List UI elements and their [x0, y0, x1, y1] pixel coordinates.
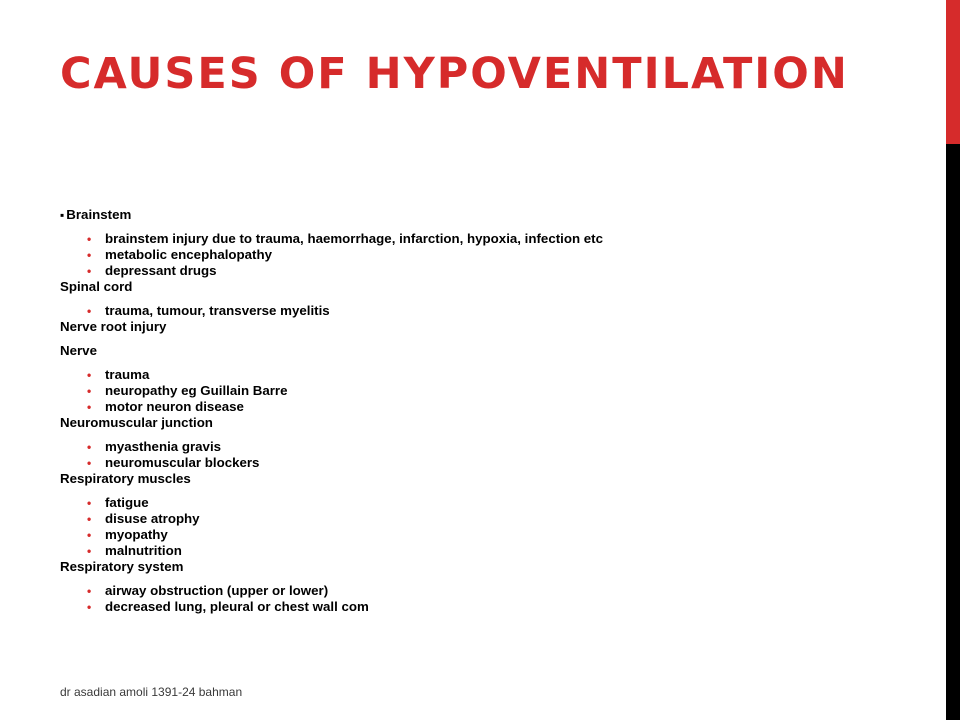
list-item: • metabolic encephalopathy	[60, 247, 920, 263]
bullet-list	[60, 231, 920, 279]
section-heading: Spinal cord	[60, 279, 133, 294]
bullet-list	[60, 303, 920, 319]
list-item: • myasthenia gravis	[60, 439, 920, 455]
section-respiratory-muscles	[60, 471, 920, 559]
section-heading: Nerve	[60, 343, 97, 358]
list-item: • trauma	[60, 367, 920, 383]
list-item: • neuropathy eg Guillain Barre	[60, 383, 920, 399]
bullet-list	[60, 367, 920, 415]
list-item: • airway obstruction (upper or lower)	[60, 583, 920, 599]
sidebar-accent-red	[946, 0, 960, 144]
bullet-list	[60, 439, 920, 471]
section-heading: ▪ Brainstem	[60, 207, 920, 223]
list-item: • myopathy	[60, 527, 920, 543]
list-item: • trauma, tumour, transverse myelitis	[60, 303, 920, 319]
section-heading: Neuromuscular junction	[60, 415, 213, 430]
slide-title: CAUSES OF HYPOVENTILATION	[60, 49, 849, 99]
sidebar-accent-black	[946, 144, 960, 720]
slide-content	[60, 207, 920, 615]
list-item: • neuromuscular blockers	[60, 455, 920, 471]
section-nerve-root-injury	[60, 319, 920, 335]
section-neuromuscular-junction	[60, 415, 920, 471]
list-item: • motor neuron disease	[60, 399, 920, 415]
bullet-list	[60, 583, 920, 615]
list-item: • depressant drugs	[60, 263, 920, 279]
section-heading: Respiratory system	[60, 559, 184, 574]
list-item: • fatigue	[60, 495, 920, 511]
section-spinal-cord	[60, 279, 920, 319]
section-nerve	[60, 343, 920, 415]
list-item: • malnutrition	[60, 543, 920, 559]
section-brainstem	[60, 207, 920, 279]
list-item: • brainstem injury due to trauma, haemorrhage, infarction, hypoxia, infection etc	[60, 231, 920, 247]
section-heading: Respiratory muscles	[60, 471, 191, 486]
section-heading: Nerve root injury	[60, 319, 167, 334]
bullet-list	[60, 495, 920, 559]
section-respiratory-system	[60, 559, 920, 615]
list-item: • disuse atrophy	[60, 511, 920, 527]
list-item: • decreased lung, pleural or chest wall com	[60, 599, 920, 615]
slide-footer: dr asadian amoli 1391-24 bahman	[60, 685, 243, 699]
